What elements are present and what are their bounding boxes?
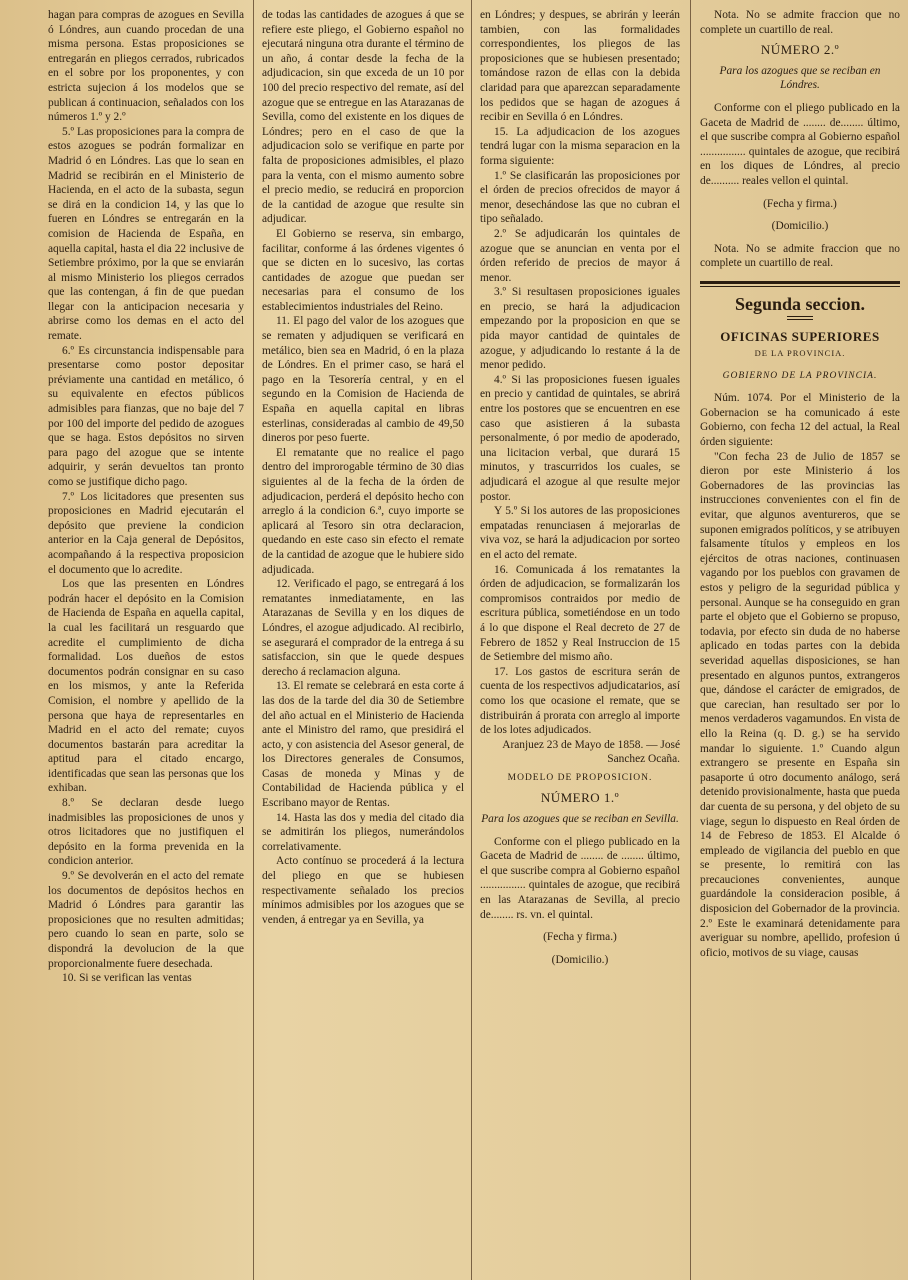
number-1-subtitle: Para los azogues que se reciban en Sevilla. [481,813,679,826]
paragraph: 5.º Las proposiciones para la compra de estos azogues se podrán formalizar en Madrid ó en Lóndres. Las que lo sean en Madrid se recibirán en el Ministerio de Hacienda, en el acto de la subasta, segun se dirá en la condicion 14, y las que lo fueren en Lóndres se entregarán en la comision de Hacienda de España, en aquella capital, hasta el dia 22 inclusive de Setiembre próximo, por la que se enviarán al mismo Ministerio los pliegos cerrados que las contengan, á fin de que puedan llegar con la anticipacion necesaria y abrirse como los demas en el acto del remate. [48,125,244,343]
paragraph: 13. El remate se celebrará en esta corte á las dos de la tarde del dia 30 de Setiembre del año actual en el Ministerio de Hacienda ante el Ministro del ramo, que presidirá el acto, y con asistencia del Asesor general, de los Directores generales de Consumos, Casas de moneda y Minas y de Contabilidad de Hacienda pública y el Escribano mayor de Rentas. [262,680,464,810]
paragraph: 6.º Es circunstancia indispensable para presentarse como postor depositar préviamente una cantidad en metálico, ó su equivalente en efectos públicos admisibles para fianzas, que no baje del 7 por 100 del importe del pedido de azogues que se haga. Estos depósitos no sirven para pago del azogue que se intente adquirir, y serán devueltos tan pronto como se justifique dicho pago. [48,344,244,488]
date-signature-line: (Fecha y firma.) [763,197,837,210]
paragraph: 8.º Se declaran desde luego inadmisibles las proposiciones de unos y otros licitadores que no justifiquen el depósito en la forma prevenida en la condicion anterior. [48,797,244,868]
column-rule [471,0,472,1280]
section-title: Segunda seccion. [734,293,866,314]
paragraph: 3.º Si resultasen proposiciones iguales en precio, se hará la adjudicacion empezando por la proposicion en que se pida mayor cantidad de quintales de azogue, y adjudicando lo restante á la de menor pedido. [480,286,680,372]
number-1-heading: NÚMERO 1.º [540,790,620,806]
paragraph: Los que las presenten en Lóndres podrán hacer el depósito en la Comision de Hacienda de España en aquella capital, la cual les facilitará un resguardo que acredite el cumplimiento de dicha formalidad. Los dueños de estos documentos podrán consignar en su caso en los mismos, y ante la Referida Comision, el nombre y apellido de la persona que haya de representarles en Madrid en el acto del remate; cuyos documentos bastarán para acreditar la aptitud para el citado encargo, identificadas que sean las personas que los exhiban. [48,578,244,795]
paragraph: 9.º Se devolverán en el acto del remate los documentos de depósitos hechos en Madrid ó Lóndres para garantir las proposiciones que no resulten admitidas; pero cuando lo sean en parte, solo se dispondrá la devolucion de la que proporcionalmente fuere desechada. [48,870,244,970]
paragraph: 4.º Si las proposiciones fuesen iguales en precio y cantidad de quintales, se abrirá entre los postores que se encuentren en ese caso que asistieren á la subasta personalmente, ó por medio de apoderado, una licitacion verbal, que durará 15 minutos, y trascurridos los cuales, se adjudicará el azogue al que resulte mejor postor. [480,373,680,503]
column-rule [253,0,254,1280]
column-2 [262,8,464,1274]
offices-subheading: DE LA PROVINCIA. [754,348,846,359]
date-signature-line: (Fecha y firma.) [543,931,617,944]
address-line: (Domicilio.) [771,220,829,233]
paragraph: 7.º Los licitadores que presenten sus proposiciones en Madrid ejecutarán el depósito que previene la condicion anterior en la Caja general de Depósitos, acompañando á la respectiva proposicion el documento que lo acredite. [48,490,244,576]
address-line: (Domicilio.) [551,953,609,966]
paragraph: 10. Si se verifican las ventas [62,972,192,985]
paragraph: 1.º Se clasificarán las proposiciones por el órden de precios ofrecidos de mayor á menor, desechándose las que no cubran el tipo señalado. [480,169,680,226]
note-2: Nota. No se admite fraccion que no complete un cuartillo de real. [700,242,900,270]
offices-heading: OFICINAS SUPERIORES [720,328,880,344]
paragraph: 17. Los gastos de escritura serán de cuenta de los respectivos adjudicatarios, así como los que ocasione el remate, que se distribuirán á prorata con arreglo al importe de los lotes adjudicados. [480,665,680,737]
paragraph: El rematante que no realice el pago dentro del improrogable término de 30 dias siguientes al de la fecha de la órden de adjudicacion, perderá el depósito hecho con arreglo á la condicion 6.ª, cuyo importe se aplicará al Tesoro sin otra declaracion, quedando en este caso sin efecto el remate de la cantidad de azogue que le hubiere sido adjudicada. [262,446,464,576]
paragraph: 16. Comunicada á los rematantes la órden de adjudicacion, se formalizarán los compromisos contraidos por medio de escritura pública, sometiéndose en un todo á lo que dispone el Real decreto de 27 de Febrero de 1852 y Real Instruccion de 15 de Setiembre del mismo año. [480,563,680,664]
ornament-rule [787,316,813,320]
paragraph: 12. Verificado el pago, se entregará á los rematantes inmediatamente, en las Atarazanas de Sevilla y en los diques de Lóndres, el azogue adjudicado. Al recibirlo, se asegurará el comprador de la entrega á su satisfaccion, sin que le quede despues derecho á reclamacion alguna. [262,578,464,678]
government-heading: GOBIERNO DE LA PROVINCIA. [722,370,878,381]
paragraph: 11. El pago del valor de los azogues que se rematen y adjudiquen se verificará en metálico, bien sea en Madrid, ó en la plaza de Lóndres. En el primer caso, se hará el pago en la Tesorería central, y en el segundo en la Comision de Hacienda de España en aquella capital en libras esterlinas, consideradas al cambio de 49,50 dineros por peso fuerte. [262,315,464,445]
number-2-subtitle: Para los azogues que se reciban en Lóndres. [719,64,881,92]
column-rule [690,0,691,1280]
form-1-text: Conforme con el pliego publicado en la Gaceta de Madrid de ........ de ........ último, el que suscribe compra al Gobierno español ................ quintales de azogue, que recibirá en las Atarazanas de Sevilla, al precio de........ rs. vn. el quintal. [480,835,680,921]
column-3 [480,8,680,1274]
model-heading: MODELO DE PROPOSICION. [507,772,653,783]
signature: Aranjuez 23 de Mayo de 1858. — José Sanchez Ocaña. [502,738,680,766]
paragraph: de todas las cantidades de azogues á que se refiere este pliego, el Gobierno español no ejecutará ninguna otra durante el término de un año, á contar desde la fecha de la adjudicacion, sin que exceda de un 10 por 100 del precio respectivo del remate, así del azogue que se entregue en las Atarazanas de Sevilla, como del existente en los diques de Lóndres; pero en el caso de que la adjudicacion solo se verifique en parte por falta de proposiciones admisibles, el plazo para la venta, con el mismo aumento sobre el precio medio, se reducirá en proporcion de la cantidad de azogue que resulte sin adjudicar. [262,9,464,226]
paragraph: hagan para compras de azogues en Sevilla ó Lóndres, aun cuando procedan de una misma persona. Estas proposiciones se entregarán en pliegos cerrados, rubricados en el sobre por los proponentes, y con estricta sujecion á los modelos que se publican á continuacion, señalados con los números 1.º y 2.º [48,9,244,124]
note-1: Nota. No se admite fraccion que no complete un cuartillo de real. [700,9,900,36]
paragraph: Núm. 1074. Por el Ministerio de la Gobernacion se ha comunicado á este Gobierno, con fecha 12 del actual, la Real órden siguiente: [700,392,900,449]
paragraph: "Con fecha 23 de Julio de 1857 se dieron por este Ministerio á los Gobernadores de las provincias las instrucciones convenientes con el fin de evitar, que algunos aventureros, que se suponen emigrados políticos, y se atribuyen falsamente títulos y empleos en los ejércitos de otras naciones, continuasen vagando por los pueblos con gravamen de estos y peligro de la seguridad pública y personal. Aunque se ha conseguido en gran parte el objeto que el Gobierno se propuso, todavia, por efecto sin duda de no haberse aplicado en todas partes con la debida severidad aquellas disposiciones, se han presentado en algunos puntos, extrangeros que, dándose el carácter de emigrados, de que carecian, han resultado ser por lo menos verdaderos vagamundos. En vista de ello la Reina (q. D. g.) se ha servido mandar lo siguiente. 1.º Cuando algun extrangero se presente en España sin pasaporte ú otro documento análogo, será detenido provisionalmente, hasta que pueda dar cuenta de su persona, y del objeto de su viage, segun lo dispuesto en Real órden de 14 de Febreso de 1853. El Alcalde ó empleado de vigilancia del pueblo en que se presente, lo remitirá con las precauciones convenientes, aunque guardándole la consideracion posible, á disposicion del Gobernador de la provincia. 2.º Este le examinará detenidamente para averiguar su nombre, apellido, profesion ú oficio, motivos de su viage, causas [700,450,900,959]
number-2-heading: NÚMERO 2.º [760,42,840,58]
paragraph: en Lóndres; y despues, se abrirán y leerán tambien, con las formalidades correspondientes, los pliegos de las proposiciones que se hubiesen presentado; tomándose razon de ellas con la debida claridad para que aparezcan separadamente los pedidos que se hagan de azogues á recibir en Sevilla ó en Lóndres. [480,9,680,124]
column-1 [48,8,244,1274]
column-4 [700,8,900,1274]
paragraph: 15. La adjudicacion de los azogues tendrá lugar con la misma separacion en la forma siguiente: [480,125,680,167]
paragraph: Y 5.º Si los autores de las proposiciones empatadas renunciasen á mejorarlas de viva voz, se hará la adjudicacion por sorteo en el acto del remate. [480,505,680,561]
paragraph: El Gobierno se reserva, sin embargo, facilitar, conforme á las órdenes vigentes ó que se dicten en lo sucesivo, las cortas cantidades de azogue que puedan ser necesarias para el consumo de los establecimientos industriales del Reino. [262,227,464,313]
paragraph: 14. Hasta las dos y media del citado dia se admitirán los pliegos, numerándolos correlativamente. [262,811,464,853]
paragraph: Acto contínuo se procederá á la lectura del pliego en que se hubiesen respectivamente señalado los precios mínimos admisibles por los azogues que se venden, á entregar ya en Sevilla, ya [262,855,464,926]
section-divider [700,281,900,287]
paragraph: 2.º Se adjudicarán los quintales de azogue que se anuncian en venta por el órden referido de precios de mayor á menor. [480,227,680,284]
form-2-text: Conforme con el pliego publicado en la Gaceta de Madrid de ........ de........ último, el que suscribe compra al Gobierno español ................ quintales de azogue, que recibirá en los diques de Lóndres, al precio de.......... reales vellon el quintal. [700,101,900,187]
